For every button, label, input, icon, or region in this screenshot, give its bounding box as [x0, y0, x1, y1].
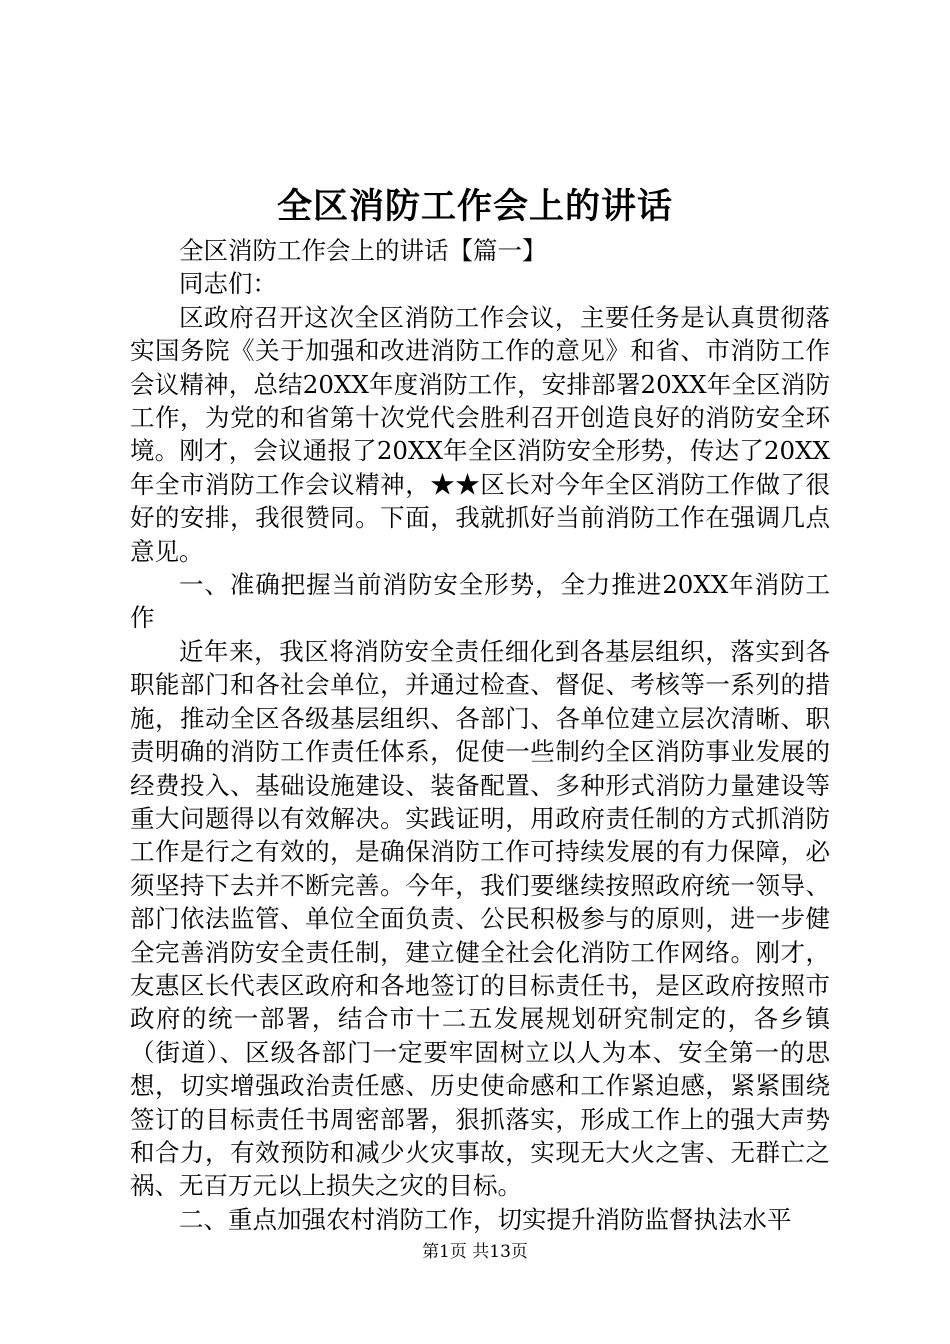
- document-title: 全区消防工作会上的讲话: [276, 186, 673, 227]
- section-heading-part-one: 全区消防工作会上的讲话【篇一】: [179, 236, 547, 265]
- paragraph-body-1: 近年来，我区将消防安全责任细化到各基层组织，落实到各职能部门和各社会单位，并通过检查、督促、考核等一系列的措施，推动全区各级基层组织、各部门、各单位建立层次清晰、职责明确的消防工作责任体系，促使一些制约全区消防事业发展的经费投入、基础设施建设、装备配置、多种形式消防力量建设等重大问题得以有效解决。实践证明，用政府责任制的方式抓消防工作是行之有效的，是确保消防工作可持续发展的有力保障，必须坚持下去并不断完善。今年，我们要继续按照政府统一领导、部门依法监管、单位全面负责、公民积极参与的原则，进一步健全完善消防安全责任制，建立健全社会化消防工作网络。刚才，友惠区长代表区政府和各地签订的目标责任书，是区政府按照市政府的统一部署，结合市十二五发展规划研究制定的，各乡镇（街道）、区级各部门一定要牢固树立以人为本、安全第一的思想，切实增强政治责任感、历史使命感和工作紧迫感，紧紧围绕签订的目标责任书周密部署，狠抓落实，形成工作上的强大声势和合力，有效预防和减少火灾事故，实现无大火之害、无群亡之祸、无百万元以上损失之灾的目标。: [130, 636, 830, 1201]
- page-number-footer: 第1页 共13页: [422, 1242, 528, 1262]
- document-body: [130, 234, 830, 1236]
- salutation: 同志们：: [179, 269, 277, 299]
- paragraph-intro: 区政府召开这次全区消防工作会议，主要任务是认真贯彻落实国务院《关于加强和改进消防工作的意见》和省、市消防工作会议精神，总结20XX年度消防工作，安排部署20XX年全区消防工作，为党的和省第十次党代会胜利召开创造良好的消防安全环境。刚才，会议通报了20XX年全区消防安全形势，传达了20XX年全市消防工作会议精神，★★区长对今年全区消防工作做了很好的安排，我很赞同。下面，我就抓好当前消防工作在强调几点意见。: [130, 302, 830, 566]
- section-heading-1: 一、准确把握当前消防安全形势，全力推进20XX年消防工作: [130, 570, 830, 633]
- section-heading-2: 二、重点加强农村消防工作，切实提升消防监督执法水平: [179, 1204, 792, 1234]
